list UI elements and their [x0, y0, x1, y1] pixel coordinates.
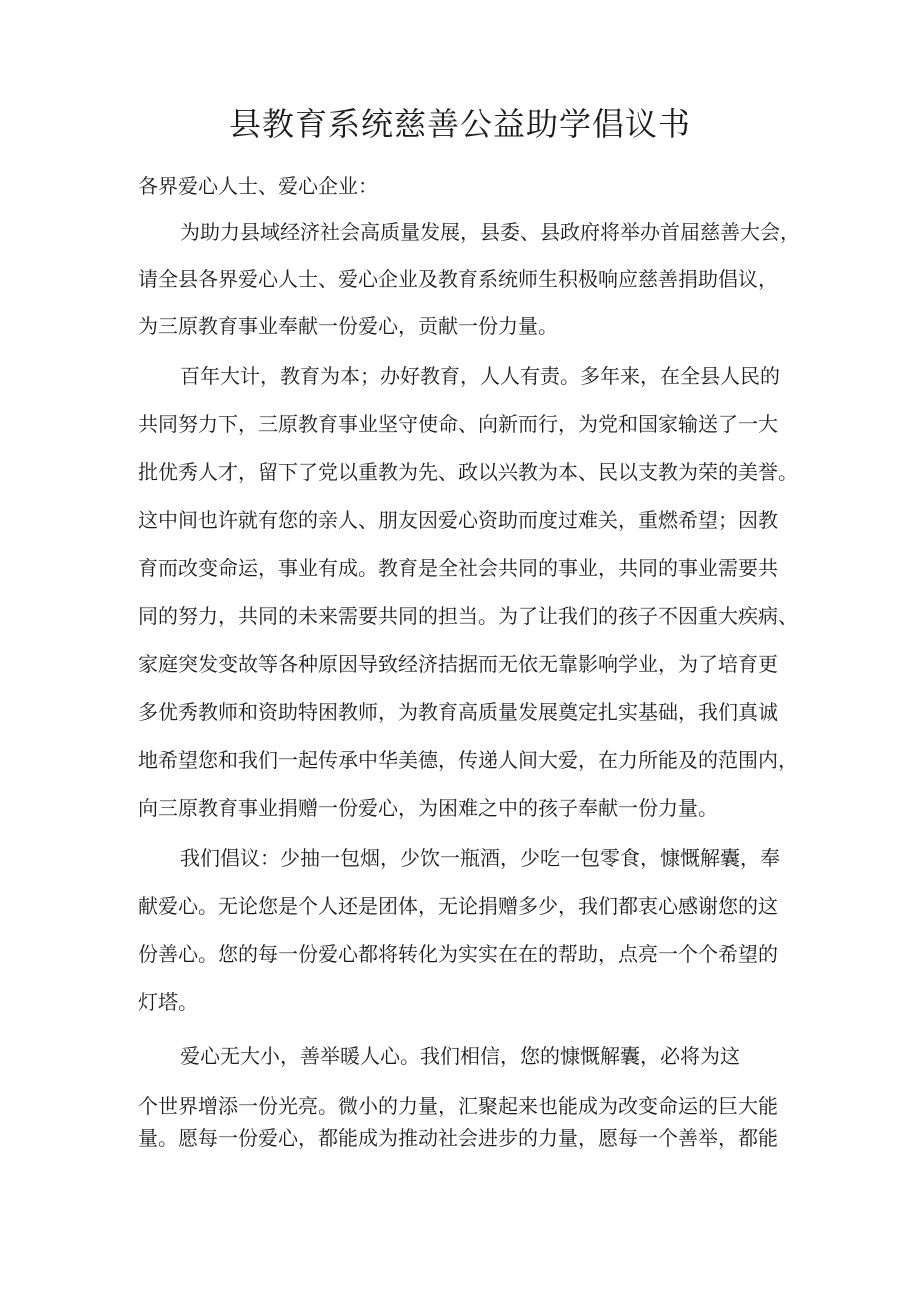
paragraph-line: 献爱心。无论您是个人还是团体，无论捐赠多少，我们都衷心感谢您的这	[138, 894, 778, 918]
paragraph-line: 量。愿每一份爱心，都能成为推动社会进步的力量，愿每一个善举，都能	[138, 1126, 778, 1150]
paragraph-line: 批优秀人才，留下了党以重教为先、政以兴教为本、民以支教为荣的美誉。	[138, 460, 798, 484]
document-title: 县教育系统慈善公益助学倡议书	[228, 105, 691, 143]
paragraph-line: 为助力县域经济社会高质量发展，县委、县政府将举办首届慈善大会，	[180, 220, 800, 244]
paragraph-line: 爱心无大小，善举暖人心。我们相信，您的慷慨解囊，必将为这	[180, 1044, 740, 1068]
paragraph-line: 为三原教育事业奉献一份爱心，贡献一份力量。	[138, 314, 558, 338]
paragraph-line: 我们倡议：少抽一包烟，少饮一瓶酒，少吃一包零食，慷慨解囊，奉	[180, 846, 780, 870]
paragraph-line: 百年大计，教育为本；办好教育，人人有责。多年来，在全县人民的	[180, 364, 780, 388]
paragraph-line: 向三原教育事业捐赠一份爱心，为困难之中的孩子奉献一份力量。	[138, 796, 718, 820]
paragraph-line: 这中间也许就有您的亲人、朋友因爱心资助而度过难关，重燃希望；因教	[138, 508, 778, 532]
paragraph-line: 个世界增添一份光亮。微小的力量，汇聚起来也能成为改变命运的巨大能	[138, 1094, 778, 1118]
paragraph-line: 育而改变命运，事业有成。教育是全社会共同的事业，共同的事业需要共	[138, 556, 778, 580]
paragraph-line: 请全县各界爱心人士、爱心企业及教育系统师生积极响应慈善捐助倡议，	[138, 267, 778, 291]
paragraph-line: 家庭突发变故等各种原因导致经济拮据而无依无靠影响学业，为了培育更	[138, 652, 778, 676]
paragraph-line: 共同努力下，三原教育事业坚守使命、向新而行，为党和国家输送了一大	[138, 412, 778, 436]
paragraph-line: 灯塔。	[138, 990, 198, 1014]
paragraph-line: 地希望您和我们一起传承中华美德，传递人间大爱，在力所能及的范围内，	[138, 748, 798, 772]
paragraph-line: 份善心。您的每一份爱心都将转化为实实在在的帮助，点亮一个个希望的	[138, 942, 778, 966]
paragraph-line: 多优秀教师和资助特困教师，为教育高质量发展奠定扎实基础，我们真诚	[138, 700, 778, 724]
salutation: 各界爱心人士、爱心企业：	[138, 174, 378, 198]
paragraph-line: 同的努力，共同的未来需要共同的担当。为了让我们的孩子不因重大疾病、	[138, 604, 798, 628]
